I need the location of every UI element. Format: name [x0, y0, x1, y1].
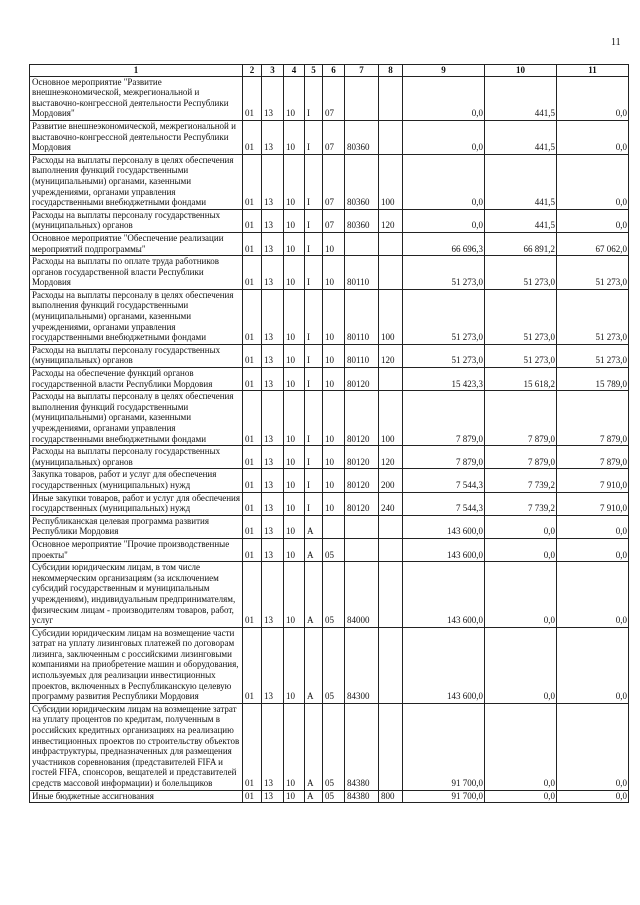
code-cell: 84380 [345, 790, 379, 803]
code-cell: 10 [284, 368, 305, 391]
code-cell: 13 [262, 209, 284, 232]
amount-cell: 0,0 [485, 538, 557, 561]
code-cell: 13 [262, 562, 284, 628]
code-cell: 10 [284, 120, 305, 154]
item-name-cell: Субсидии юридическим лицам на возмещение части затрат на уплату лизинговых платежей по договорам лизинга, заключенным с российскими лизинговыми компаниями на приобретение машин и оборудования, используемых для реализации инвестиционных проектов, включенных в Республиканскую целевую программу развития Республики Мордовия [30, 627, 243, 703]
amount-cell: 0,0 [403, 209, 485, 232]
table-row [30, 256, 629, 290]
code-cell: 10 [323, 256, 345, 290]
code-cell: 13 [262, 154, 284, 209]
code-cell [345, 515, 379, 538]
amount-cell: 7 739,2 [485, 492, 557, 515]
amount-cell: 51 273,0 [485, 344, 557, 367]
code-cell: 13 [262, 703, 284, 790]
code-cell: 01 [243, 368, 262, 391]
amount-cell: 51 273,0 [485, 256, 557, 290]
budget-table [29, 64, 629, 803]
amount-cell: 0,0 [485, 515, 557, 538]
code-cell [379, 256, 403, 290]
code-cell [345, 76, 379, 120]
code-cell: 10 [284, 344, 305, 367]
header-cell: 3 [262, 65, 284, 77]
amount-cell: 51 273,0 [557, 344, 629, 367]
code-cell: 01 [243, 538, 262, 561]
amount-cell: 15 618,2 [485, 368, 557, 391]
code-cell: 100 [379, 391, 403, 446]
code-cell: А [305, 538, 323, 561]
table-body [30, 76, 629, 803]
header-row [30, 65, 629, 77]
code-cell: I [305, 209, 323, 232]
code-cell: А [305, 703, 323, 790]
header-cell: 5 [305, 65, 323, 77]
table-row [30, 289, 629, 344]
amount-cell: 7 910,0 [557, 492, 629, 515]
code-cell: 01 [243, 256, 262, 290]
code-cell: 10 [284, 391, 305, 446]
amount-cell: 7 879,0 [557, 446, 629, 469]
code-cell: 84300 [345, 627, 379, 703]
code-cell: 07 [323, 154, 345, 209]
code-cell: 01 [243, 562, 262, 628]
code-cell: I [305, 154, 323, 209]
amount-cell: 51 273,0 [403, 344, 485, 367]
code-cell: 80110 [345, 289, 379, 344]
code-cell: 80360 [345, 154, 379, 209]
code-cell: А [305, 515, 323, 538]
code-cell: 05 [323, 627, 345, 703]
code-cell: 10 [284, 492, 305, 515]
amount-cell: 7 879,0 [403, 446, 485, 469]
header-cell: 8 [379, 65, 403, 77]
table-row [30, 469, 629, 492]
item-name-cell: Расходы на выплаты персоналу в целях обеспечения выполнения функций государственными (муниципальными) органами, казенными учреждениями, органами управления государственными внебюджетными фондами [30, 289, 243, 344]
code-cell [379, 76, 403, 120]
code-cell: 01 [243, 391, 262, 446]
item-name-cell: Расходы на выплаты персоналу государственных (муниципальных) органов [30, 344, 243, 367]
code-cell [379, 120, 403, 154]
amount-cell: 0,0 [557, 790, 629, 803]
header-cell: 1 [30, 65, 243, 77]
header-cell: 9 [403, 65, 485, 77]
code-cell: 80360 [345, 209, 379, 232]
code-cell [379, 515, 403, 538]
amount-cell: 7 879,0 [485, 391, 557, 446]
amount-cell: 51 273,0 [485, 289, 557, 344]
header-cell: 2 [243, 65, 262, 77]
code-cell: I [305, 289, 323, 344]
code-cell: 01 [243, 232, 262, 255]
code-cell: 13 [262, 368, 284, 391]
code-cell: 80120 [345, 368, 379, 391]
code-cell: 10 [284, 209, 305, 232]
code-cell: 80120 [345, 469, 379, 492]
amount-cell: 0,0 [403, 120, 485, 154]
code-cell: 07 [323, 120, 345, 154]
code-cell: 01 [243, 446, 262, 469]
code-cell [379, 538, 403, 561]
code-cell: 10 [323, 446, 345, 469]
table-row [30, 232, 629, 255]
amount-cell: 441,5 [485, 154, 557, 209]
item-name-cell: Закупка товаров, работ и услуг для обеспечения государственных (муниципальных) нужд [30, 469, 243, 492]
code-cell: 10 [323, 469, 345, 492]
header-cell: 10 [485, 65, 557, 77]
code-cell: 05 [323, 790, 345, 803]
amount-cell: 67 062,0 [557, 232, 629, 255]
amount-cell: 441,5 [485, 209, 557, 232]
code-cell: 80360 [345, 120, 379, 154]
code-cell: 01 [243, 492, 262, 515]
code-cell: 100 [379, 154, 403, 209]
amount-cell: 0,0 [557, 209, 629, 232]
code-cell: А [305, 627, 323, 703]
page-number: 11 [611, 37, 621, 48]
table-row [30, 492, 629, 515]
code-cell: 10 [284, 289, 305, 344]
code-cell: 80120 [345, 446, 379, 469]
code-cell: I [305, 76, 323, 120]
table-row [30, 391, 629, 446]
amount-cell: 51 273,0 [403, 289, 485, 344]
table-row [30, 790, 629, 803]
table-row [30, 120, 629, 154]
amount-cell: 91 700,0 [403, 790, 485, 803]
header-cell: 4 [284, 65, 305, 77]
code-cell: 10 [284, 469, 305, 492]
item-name-cell: Расходы на выплаты персоналу в целях обеспечения выполнения функций государственными (муниципальными) органами, казенными учреждениями, органами управления государственными внебюджетными фондами [30, 391, 243, 446]
code-cell [345, 232, 379, 255]
code-cell: 10 [323, 492, 345, 515]
header-cell: 7 [345, 65, 379, 77]
code-cell: I [305, 344, 323, 367]
item-name-cell: Иные закупки товаров, работ и услуг для обеспечения государственных (муниципальных) нужд [30, 492, 243, 515]
table-row [30, 344, 629, 367]
code-cell [379, 232, 403, 255]
item-name-cell: Основное мероприятие "Обеспечение реализации мероприятий подпрограммы" [30, 232, 243, 255]
item-name-cell: Расходы на выплаты по оплате труда работников органов государственной власти Республики Мордовия [30, 256, 243, 290]
amount-cell: 0,0 [557, 120, 629, 154]
code-cell: 84380 [345, 703, 379, 790]
code-cell: 10 [284, 446, 305, 469]
code-cell: 01 [243, 703, 262, 790]
code-cell: 05 [323, 703, 345, 790]
code-cell: 200 [379, 469, 403, 492]
table-row [30, 446, 629, 469]
code-cell: 07 [323, 76, 345, 120]
table-row [30, 154, 629, 209]
amount-cell: 7 879,0 [403, 391, 485, 446]
amount-cell: 0,0 [557, 703, 629, 790]
item-name-cell: Субсидии юридическим лицам на возмещение затрат на уплату процентов по кредитам, полученным в российских кредитных организациях на реализацию инвестиционных проектов по строительству объектов инфраструктуры, предназначенных для размещения участников соревнования (представителей FIFA и гостей FIFA, спонсоров, вещателей и представителей средств массовой информации) и болельщиков [30, 703, 243, 790]
item-name-cell: Расходы на выплаты персоналу государственных (муниципальных) органов [30, 446, 243, 469]
amount-cell: 143 600,0 [403, 627, 485, 703]
amount-cell: 51 273,0 [557, 289, 629, 344]
code-cell [379, 627, 403, 703]
amount-cell: 441,5 [485, 120, 557, 154]
code-cell: 13 [262, 515, 284, 538]
code-cell: 80120 [345, 391, 379, 446]
amount-cell: 15 423,3 [403, 368, 485, 391]
code-cell: 120 [379, 209, 403, 232]
item-name-cell: Расходы на выплаты персоналу в целях обеспечения выполнения функций государственными (муниципальными) органами, казенными учреждениями, органами управления государственными внебюджетными фондами [30, 154, 243, 209]
code-cell: 01 [243, 209, 262, 232]
code-cell: 10 [284, 515, 305, 538]
code-cell: 13 [262, 469, 284, 492]
table-row [30, 76, 629, 120]
code-cell [323, 515, 345, 538]
code-cell: 05 [323, 562, 345, 628]
code-cell: 10 [284, 232, 305, 255]
code-cell: I [305, 446, 323, 469]
amount-cell: 66 891,2 [485, 232, 557, 255]
code-cell: 10 [323, 368, 345, 391]
amount-cell: 143 600,0 [403, 562, 485, 628]
amount-cell: 0,0 [485, 562, 557, 628]
amount-cell: 15 789,0 [557, 368, 629, 391]
code-cell: 13 [262, 76, 284, 120]
item-name-cell: Субсидии юридическим лицам, в том числе некоммерческим организациям (за исключением субсидий государственным и муниципальным учреждениям), индивидуальным предпринимателям, физическим лицам - производителям товаров, работ, услуг [30, 562, 243, 628]
code-cell: 13 [262, 492, 284, 515]
code-cell: I [305, 256, 323, 290]
header-cell: 11 [557, 65, 629, 77]
item-name-cell: Иные бюджетные ассигнования [30, 790, 243, 803]
code-cell: 13 [262, 446, 284, 469]
amount-cell: 143 600,0 [403, 538, 485, 561]
amount-cell: 441,5 [485, 76, 557, 120]
amount-cell: 7 879,0 [557, 391, 629, 446]
code-cell: I [305, 469, 323, 492]
code-cell: 80110 [345, 256, 379, 290]
code-cell: 800 [379, 790, 403, 803]
code-cell: I [305, 492, 323, 515]
code-cell: 10 [323, 232, 345, 255]
amount-cell: 0,0 [485, 703, 557, 790]
amount-cell: 51 273,0 [403, 256, 485, 290]
amount-cell: 0,0 [403, 76, 485, 120]
header-cell: 6 [323, 65, 345, 77]
code-cell: 84000 [345, 562, 379, 628]
code-cell: 13 [262, 344, 284, 367]
table-row [30, 627, 629, 703]
code-cell [379, 368, 403, 391]
code-cell: I [305, 368, 323, 391]
code-cell: 100 [379, 289, 403, 344]
item-name-cell: Расходы на выплаты персоналу государственных (муниципальных) органов [30, 209, 243, 232]
amount-cell: 66 696,3 [403, 232, 485, 255]
amount-cell: 91 700,0 [403, 703, 485, 790]
code-cell: 10 [284, 256, 305, 290]
code-cell: 01 [243, 120, 262, 154]
code-cell: 07 [323, 209, 345, 232]
code-cell: 80120 [345, 492, 379, 515]
code-cell: 01 [243, 515, 262, 538]
code-cell: 13 [262, 120, 284, 154]
code-cell: 13 [262, 256, 284, 290]
code-cell: 01 [243, 627, 262, 703]
amount-cell: 7 910,0 [557, 469, 629, 492]
amount-cell: 0,0 [557, 515, 629, 538]
item-name-cell: Расходы на обеспечение функций органов государственной власти Республики Мордовия [30, 368, 243, 391]
amount-cell: 0,0 [557, 154, 629, 209]
code-cell: 10 [284, 627, 305, 703]
code-cell: 10 [284, 703, 305, 790]
amount-cell: 0,0 [403, 154, 485, 209]
code-cell: 10 [284, 154, 305, 209]
code-cell: 10 [284, 790, 305, 803]
code-cell: 01 [243, 154, 262, 209]
code-cell: 01 [243, 469, 262, 492]
amount-cell: 51 273,0 [557, 256, 629, 290]
amount-cell: 7 544,3 [403, 492, 485, 515]
code-cell [379, 562, 403, 628]
table-row [30, 703, 629, 790]
code-cell: 01 [243, 790, 262, 803]
code-cell: 13 [262, 232, 284, 255]
code-cell: 120 [379, 446, 403, 469]
item-name-cell: Республиканская целевая программа развития Республики Мордовия [30, 515, 243, 538]
amount-cell: 7 544,3 [403, 469, 485, 492]
amount-cell: 7 739,2 [485, 469, 557, 492]
item-name-cell: Развитие внешнеэкономической, межрегиональной и выставочно-конгрессной деятельности Республики Мордовия [30, 120, 243, 154]
code-cell: 13 [262, 627, 284, 703]
code-cell [379, 703, 403, 790]
amount-cell: 0,0 [557, 627, 629, 703]
code-cell: 10 [323, 289, 345, 344]
table-row [30, 209, 629, 232]
table-row [30, 538, 629, 561]
code-cell: 240 [379, 492, 403, 515]
code-cell: I [305, 391, 323, 446]
code-cell: 13 [262, 538, 284, 561]
table-row [30, 562, 629, 628]
code-cell: 10 [323, 391, 345, 446]
amount-cell: 143 600,0 [403, 515, 485, 538]
item-name-cell: Основное мероприятие "Развитие внешнеэкономической, межрегиональной и выставочно-конгрессной деятельности Республики Мордовия" [30, 76, 243, 120]
code-cell: 13 [262, 391, 284, 446]
code-cell: 01 [243, 289, 262, 344]
code-cell: I [305, 232, 323, 255]
code-cell: А [305, 562, 323, 628]
code-cell: 10 [284, 76, 305, 120]
amount-cell: 7 879,0 [485, 446, 557, 469]
amount-cell: 0,0 [557, 76, 629, 120]
amount-cell: 0,0 [557, 538, 629, 561]
code-cell: 05 [323, 538, 345, 561]
item-name-cell: Основное мероприятие "Прочие производственные проекты" [30, 538, 243, 561]
code-cell: I [305, 120, 323, 154]
amount-cell: 0,0 [485, 790, 557, 803]
code-cell: 10 [284, 538, 305, 561]
code-cell: 120 [379, 344, 403, 367]
code-cell: 01 [243, 76, 262, 120]
table-row [30, 515, 629, 538]
code-cell: 10 [284, 562, 305, 628]
code-cell: 10 [323, 344, 345, 367]
code-cell: 13 [262, 790, 284, 803]
amount-cell: 0,0 [485, 627, 557, 703]
code-cell [345, 538, 379, 561]
code-cell: А [305, 790, 323, 803]
table-row [30, 368, 629, 391]
amount-cell: 0,0 [557, 562, 629, 628]
code-cell: 80110 [345, 344, 379, 367]
code-cell: 13 [262, 289, 284, 344]
code-cell: 01 [243, 344, 262, 367]
